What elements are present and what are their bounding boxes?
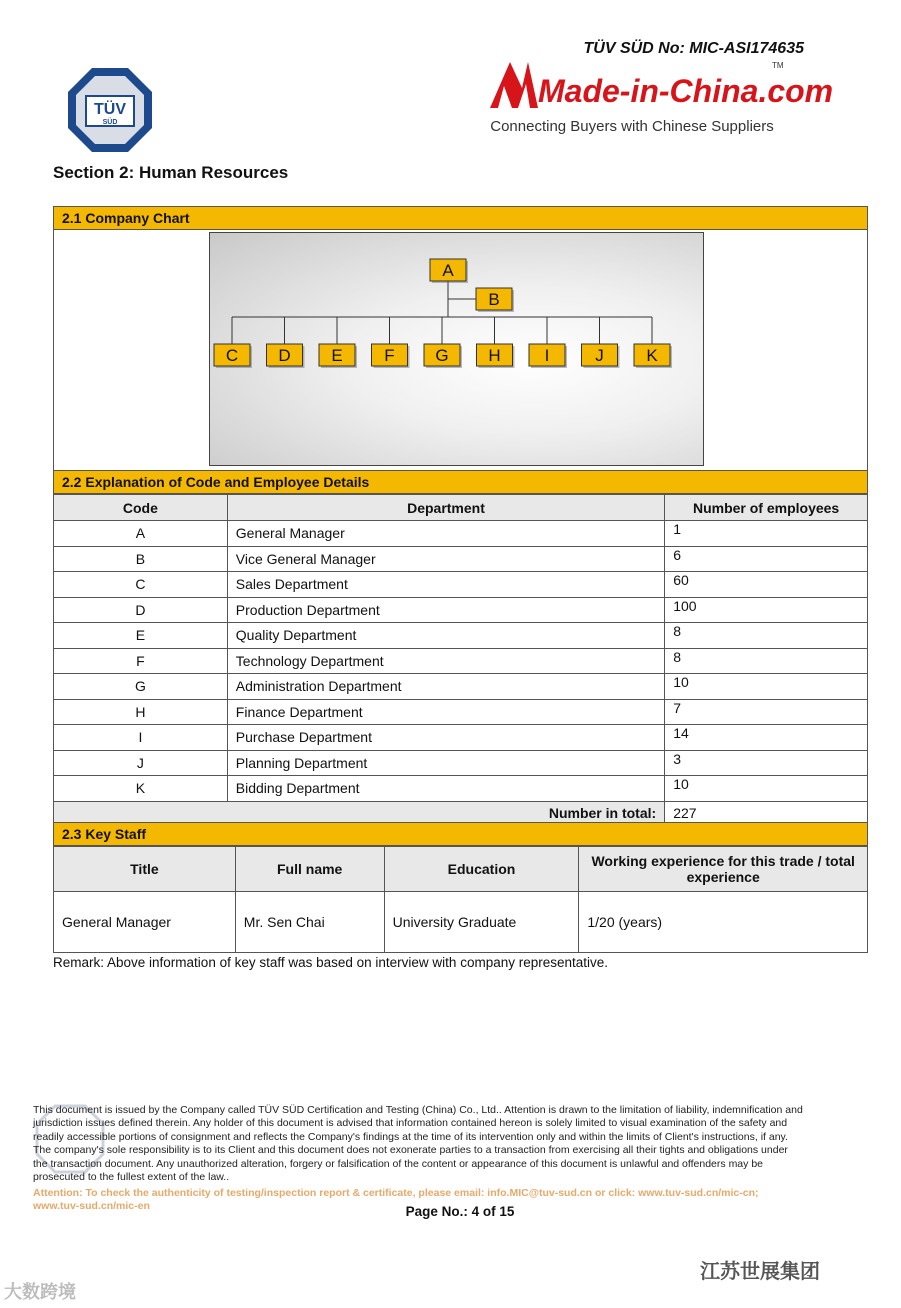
org-chart-svg <box>210 233 703 465</box>
cell-department: Finance Department <box>227 699 664 725</box>
explanation-table <box>53 494 868 825</box>
logo-text-bottom: SÜD <box>102 119 118 126</box>
table-row <box>54 597 868 623</box>
cell-code: C <box>54 572 228 598</box>
cell-code: A <box>54 521 228 547</box>
cell-code: H <box>54 699 228 725</box>
key-staff-heading: 2.3 Key Staff <box>53 822 868 846</box>
cell-employees: 8 <box>665 648 868 674</box>
disclaimer-text: This document is issued by the Company called TÜV SÜD Certification and Testing (China) Co., Ltd.. Attention is drawn to the limitation of liability, indemnification and jurisdiction issues defined therein. Any holder of this document is advised that information contained hereon is solely limited to visual examination of the safety and readily accessible portions of consignment and reflects the Company's findings at the time of its intervention only and within the limits of Client's instructions, if any. The company's sole responsibility is to its Client and this document does not exonerate parties to a transaction from exercising all their tights and obligations under the transaction document. Any unauthorized alteration, forgery or falsification of the content or appearance of this document is unlawful and offenders may be prosecuted to the fullest extent of the law.. <box>33 1104 803 1184</box>
cell-code: D <box>54 597 228 623</box>
table-row <box>54 572 868 598</box>
tuv-sud-logo <box>66 66 154 154</box>
org-node-e-label: E <box>331 346 343 365</box>
cell-department: Purchase Department <box>227 725 664 751</box>
table-row <box>54 725 868 751</box>
cell-code: J <box>54 750 228 776</box>
cell-department: Planning Department <box>227 750 664 776</box>
total-label: Number in total: <box>54 801 665 824</box>
cell-employees: 3 <box>665 750 868 776</box>
org-node-i-label: I <box>544 346 550 365</box>
org-node-b-label: B <box>488 290 500 309</box>
cell-department: Production Department <box>227 597 664 623</box>
staff-title: General Manager <box>54 892 236 953</box>
cell-department: Technology Department <box>227 648 664 674</box>
cell-code: B <box>54 546 228 572</box>
table-row <box>54 623 868 649</box>
cell-employees: 7 <box>665 699 868 725</box>
table-row <box>54 521 868 547</box>
org-node-f-label: F <box>384 346 395 365</box>
authenticity-notice: Attention: To check the authenticity of testing/inspection report & certificate, please email: info.MIC@tuv-sud.cn or click: www.tuv-sud.cn/mic-cn; www.tuv-sud.cn/mic-en <box>33 1187 759 1212</box>
table-row <box>54 750 868 776</box>
org-node-c-label: C <box>225 346 239 365</box>
explanation-rows <box>54 521 868 802</box>
cell-department: Vice General Manager <box>227 546 664 572</box>
cell-employees: 100 <box>665 597 868 623</box>
certificate-number: TÜV SÜD No: MIC-ASI174635 <box>583 40 804 57</box>
cell-department: Quality Department <box>227 623 664 649</box>
remark: Remark: Above information of key staff was based on interview with company representative. <box>53 955 609 970</box>
col-education: Education <box>384 847 579 892</box>
col-code: Code <box>54 495 228 521</box>
made-in-china-logo <box>488 58 834 110</box>
cell-employees: 8 <box>665 623 868 649</box>
mic-logo-text: Made-in-China.com <box>538 73 834 109</box>
table-row <box>54 674 868 700</box>
cell-employees: 60 <box>665 572 868 598</box>
logo-text-top: TÜV <box>94 101 126 118</box>
cell-department: General Manager <box>227 521 664 547</box>
org-node-a-label: A <box>442 261 454 280</box>
cell-department: Administration Department <box>227 674 664 700</box>
cell-department: Bidding Department <box>227 776 664 802</box>
cell-code: E <box>54 623 228 649</box>
watermark-left: 大数跨境 <box>4 1282 76 1302</box>
cell-code: F <box>54 648 228 674</box>
key-staff-table <box>53 846 868 953</box>
cell-employees: 10 <box>665 776 868 802</box>
org-node-d-label: D <box>278 346 291 365</box>
table-row <box>54 546 868 572</box>
cell-code: I <box>54 725 228 751</box>
cell-code: K <box>54 776 228 802</box>
staff-experience: 1/20 (years) <box>579 892 868 953</box>
cell-code: G <box>54 674 228 700</box>
total-value: 227 <box>665 801 868 824</box>
cell-employees: 6 <box>665 546 868 572</box>
mic-trademark: TM <box>772 61 784 70</box>
org-node-j-label: J <box>595 346 604 365</box>
cell-employees: 14 <box>665 725 868 751</box>
page-number: Page No.: 4 of 15 <box>405 1204 515 1219</box>
org-node-g-label: G <box>435 346 449 365</box>
cell-employees: 10 <box>665 674 868 700</box>
mic-tagline: Connecting Buyers with Chinese Suppliers <box>490 118 774 135</box>
watermark-right: 江苏世展集团 <box>700 1261 820 1283</box>
cell-department: Sales Department <box>227 572 664 598</box>
col-department: Department <box>227 495 664 521</box>
cell-employees: 1 <box>665 521 868 547</box>
col-employees: Number of employees <box>665 495 868 521</box>
org-node-h-label: H <box>488 346 501 365</box>
table-row <box>54 648 868 674</box>
company-chart-heading: 2.1 Company Chart <box>53 206 868 230</box>
table-row <box>54 776 868 802</box>
col-experience: Working experience for this trade / total experience <box>579 847 868 892</box>
staff-education: University Graduate <box>384 892 579 953</box>
col-full-name: Full name <box>235 847 384 892</box>
org-chart <box>209 232 704 466</box>
staff-name: Mr. Sen Chai <box>235 892 384 953</box>
org-node-k-label: K <box>646 346 658 365</box>
explanation-heading: 2.2 Explanation of Code and Employee Details <box>53 470 868 494</box>
table-row <box>54 699 868 725</box>
section-title: Section 2: Human Resources <box>53 163 289 182</box>
col-title: Title <box>54 847 236 892</box>
